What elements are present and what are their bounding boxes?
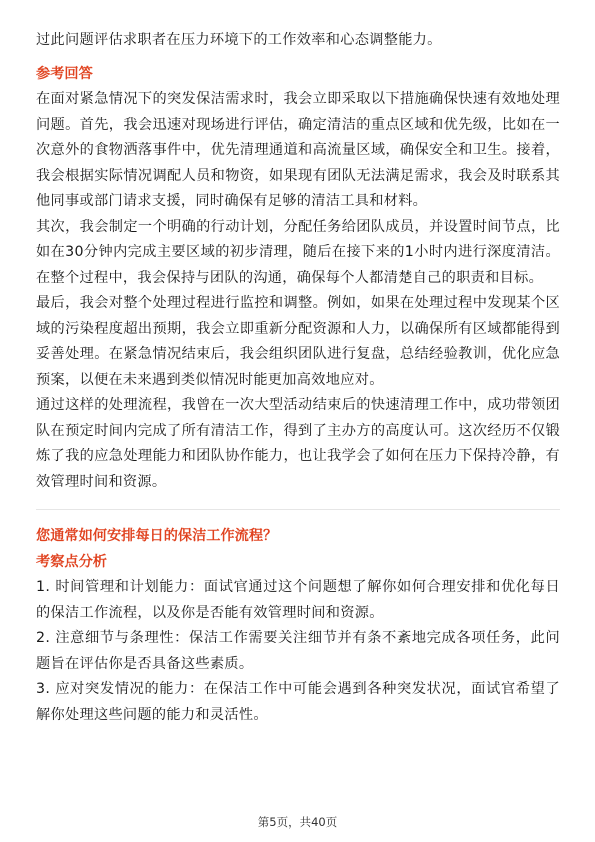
document-page <box>36 28 560 728</box>
answer-paragraph-3: 最后，我会对整个处理过程进行监控和调整。例如，如果在处理过程中发现某个区域的污染程度超出预期，我会立即重新分配资源和人力，以确保所有区域都能得到妥善处理。在紧急情况结束后，我会组织团队进行复盘，总结经验教训，优化应急预案，以便在未来遇到类似情况时能更加高效地应对。 <box>36 295 560 388</box>
analysis-item-3: 3. 应对突发情况的能力：在保洁工作中可能会遇到各种突发状况，面试官希望了解你处理这些问题的能力和灵活性。 <box>36 681 560 723</box>
question-heading: 您通常如何安排每日的保洁工作流程？ <box>36 528 278 544</box>
analysis-item-1: 1. 时间管理和计划能力：面试官通过这个问题想了解你如何合理安排和优化每日的保洁工作流程，以及你是否能有效管理时间和资源。 <box>36 579 560 621</box>
analysis-item-2: 2. 注意细节与条理性：保洁工作需要关注细节并有条不紊地完成各项任务，此问题旨在评估你是否具备这些素质。 <box>36 630 560 672</box>
answer-paragraph-4: 通过这样的处理流程，我曾在一次大型活动结束后的快速清理工作中，成功带领团队在预定时间内完成了所有清洁工作，得到了主办方的高度认可。这次经历不仅锻炼了我的应急处理能力和团队协作能力，也让我学会了如何在压力下保持冷静，有效管理时间和资源。 <box>36 397 560 490</box>
answer-paragraph-2: 其次，我会制定一个明确的行动计划，分配任务给团队成员，并设置时间节点，比如在30分钟内完成主要区域的初步清理，随后在接下来的1小时内进行深度清洁。在整个过程中，我会保持与团队的沟通，确保每个人都清楚自己的职责和目标。 <box>36 218 560 286</box>
page-footer: 第5页，共40页 <box>257 815 338 829</box>
answer-heading: 参考回答 <box>36 65 93 82</box>
answer-paragraph-1: 在面对紧急情况下的突发保洁需求时，我会立即采取以下措施确保快速有效地处理问题。首先，我会迅速对现场进行评估，确定清洁的重点区域和优先级，比如在一次意外的食物洒落事件中，优先清理通道和高流量区域，确保安全和卫生。接着，我会根据实际情况调配人员和物资，如果现有团队无法满足需求，我会及时联系其他同事或部门请求支援，同时确保有足够的清洁工具和材料。 <box>36 91 560 209</box>
intro-paragraph: 过此问题评估求职者在压力环境下的工作效率和心态调整能力。 <box>36 32 442 48</box>
analysis-heading: 考察点分析 <box>36 553 107 570</box>
